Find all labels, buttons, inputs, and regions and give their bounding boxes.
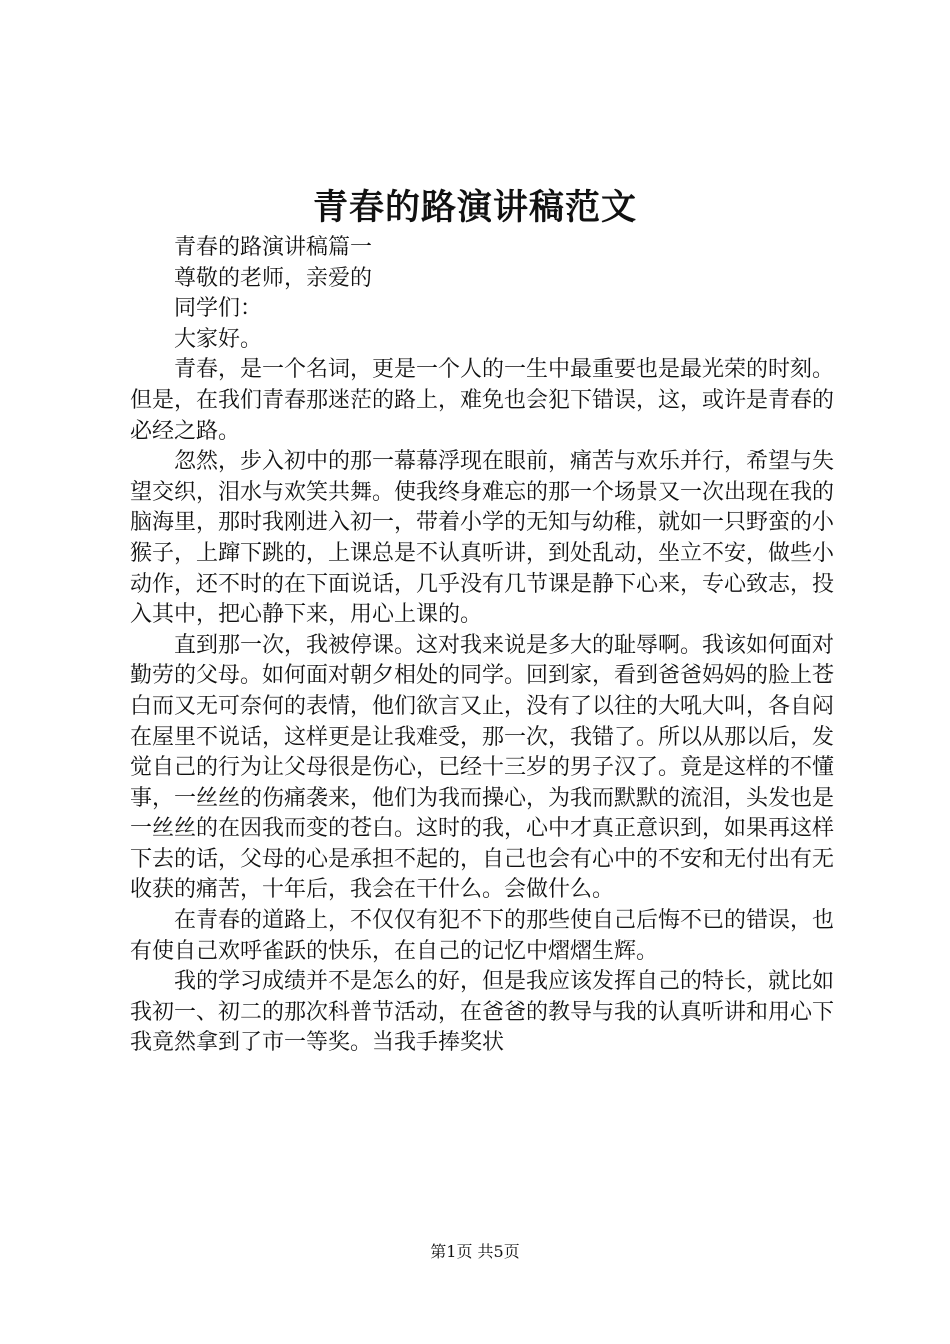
page-number-footer: 第1页 共5页 [430, 1242, 520, 1261]
paragraph: 忽然，步入初中的那一幕幕浮现在眼前，痛苦与欢乐并行，希望与失望交织，泪水与欢笑共舞。使我终身难忘的那一个场景又一次出现在我的脑海里，那时我刚进入初一，带着小学的无知与幼稚，就如一只野蛮的小猴子，上蹿下跳的，上课总是不认真听讲，到处乱动，坐立不安，做些小动作，还不时的在下面说话，几乎没有几节课是静下心来，专心致志，投入其中，把心静下来，用心上课的。 [130, 449, 835, 628]
document-title: 青春的路演讲稿范文 [312, 187, 637, 228]
paragraph: 尊敬的老师，亲爱的 [174, 265, 373, 291]
document-body [130, 233, 834, 1059]
paragraph: 同学们： [174, 296, 263, 322]
paragraph: 青春，是一个名词，更是一个人的一生中最重要也是最光荣的时刻。但是，在我们青春那迷茫的路上，难免也会犯下错误，这，或许是青春的必经之路。 [130, 357, 835, 444]
paragraph: 大家好。 [174, 326, 263, 352]
paragraph: 青春的路演讲稿篇一 [174, 235, 373, 260]
paragraph: 我的学习成绩并不是怎么的好，但是我应该发挥自己的特长，就比如我初一、初二的那次科普节活动，在爸爸的教导与我的认真听讲和用心下我竟然拿到了市一等奖。当我手捧奖状 [130, 969, 835, 1056]
paragraph: 直到那一次，我被停课。这对我来说是多大的耻辱啊。我该如何面对勤劳的父母。如何面对朝夕相处的同学。回到家，看到爸爸妈妈的脸上苍白而又无可奈何的表情，他们欲言又止，没有了以往的大吼大叫，各自闷在屋里不说话，这样更是让我难受，那一次，我错了。所以从那以后，发觉自己的行为让父母很是伤心，已经十三岁的男子汉了。竟是这样的不懂事，一丝丝的伤痛袭来，他们为我而操心，为我而默默的流泪，头发也是一丝丝的在因我而变的苍白。这时的我，心中才真正意识到，如果再这样下去的话，父母的心是承担不起的，自己也会有心中的不安和无付出有无收获的痛苦，十年后，我会在干什么。会做什么。 [130, 632, 835, 903]
paragraph: 在青春的道路上，不仅仅有犯不下的那些使自己后悔不已的错误，也有使自己欢呼雀跃的快乐，在自己的记忆中熠熠生辉。 [130, 908, 835, 964]
